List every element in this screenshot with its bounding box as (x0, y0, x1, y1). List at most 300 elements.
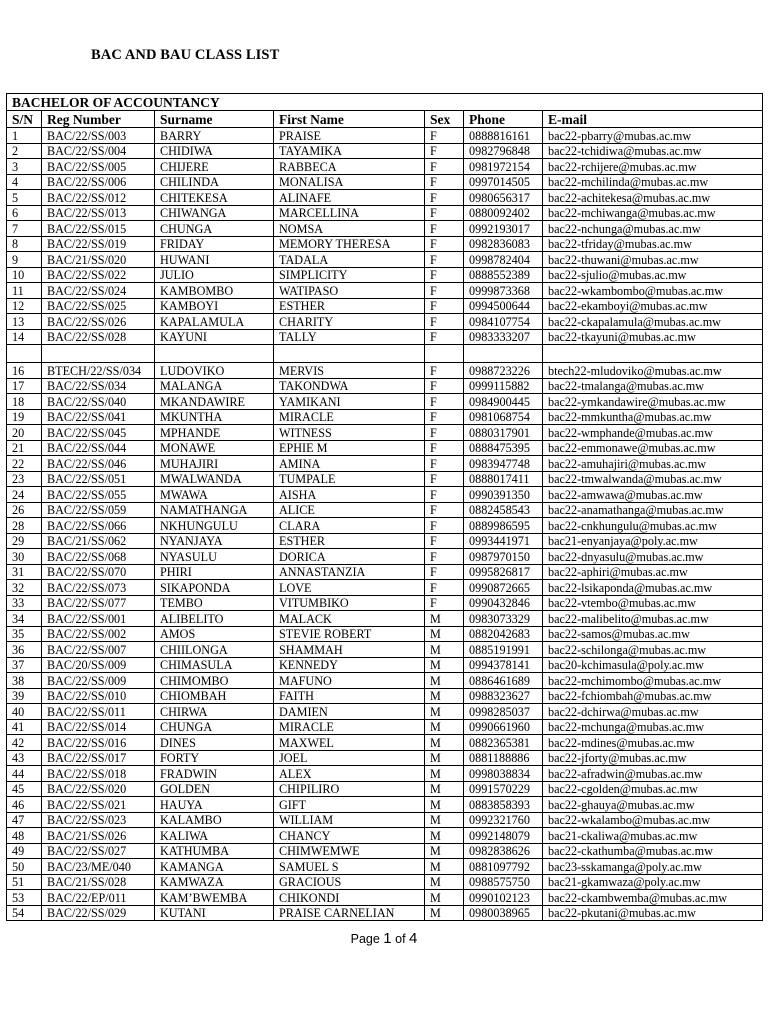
cell-first-name: GRACIOUS (274, 874, 425, 890)
cell-surname: CHIDIWA (155, 143, 274, 159)
cell-phone: 0983947748 (464, 456, 543, 472)
cell-phone: 0991570229 (464, 781, 543, 797)
cell-first-name: CHIPILIRO (274, 781, 425, 797)
cell-phone: 0988723226 (464, 363, 543, 379)
cell-reg-number: BAC/22/SS/027 (42, 843, 155, 859)
cell-sn: 46 (7, 797, 42, 813)
cell-first-name: CHANCY (274, 828, 425, 844)
cell-reg-number: BAC/22/SS/013 (42, 205, 155, 221)
cell-first-name: MARCELLINA (274, 205, 425, 221)
table-row (7, 128, 763, 144)
cell-first-name: WILLIAM (274, 812, 425, 828)
cell-first-name: CHIKONDI (274, 890, 425, 906)
table-row (7, 298, 763, 314)
cell-first-name: MONALISA (274, 174, 425, 190)
cell-reg-number: BTECH/22/SS/034 (42, 363, 155, 379)
cell-reg-number: BAC/22/SS/001 (42, 611, 155, 627)
table-row (7, 611, 763, 627)
cell-sn: 51 (7, 874, 42, 890)
cell-sn: 23 (7, 471, 42, 487)
table-row (7, 394, 763, 410)
cell-sex: F (425, 159, 464, 175)
cell-surname: TEMBO (155, 595, 274, 611)
cell-sex: M (425, 657, 464, 673)
table-row (7, 688, 763, 704)
cell-email: bac23-sskamanga@poly.ac.mw (543, 859, 763, 875)
cell-sex: F (425, 456, 464, 472)
cell-first-name: CHARITY (274, 314, 425, 330)
cell-reg-number: BAC/22/SS/045 (42, 425, 155, 441)
cell-phone: 0994378141 (464, 657, 543, 673)
section-header-row (7, 94, 763, 111)
table-row (7, 704, 763, 720)
cell-reg-number: BAC/22/SS/066 (42, 518, 155, 534)
cell-first-name: MAXWEL (274, 735, 425, 751)
cell-email: bac22-pbarry@mubas.ac.mw (543, 128, 763, 144)
cell-first-name: JOEL (274, 750, 425, 766)
cell-phone: 0881097792 (464, 859, 543, 875)
cell-surname: CHIMASULA (155, 657, 274, 673)
cell-email: bac22-mchunga@mubas.ac.mw (543, 719, 763, 735)
cell-sex: M (425, 828, 464, 844)
cell-sex: F (425, 487, 464, 503)
cell-email: bac22-pkutani@mubas.ac.mw (543, 905, 763, 921)
cell-sn: 3 (7, 159, 42, 175)
cell-sn: 45 (7, 781, 42, 797)
cell-email: bac22-lsikaponda@mubas.ac.mw (543, 580, 763, 596)
cell-surname: FRADWIN (155, 766, 274, 782)
cell-first-name: TUMPALE (274, 471, 425, 487)
cell-first-name: TAYAMIKA (274, 143, 425, 159)
col-header-phone: Phone (464, 111, 543, 128)
cell-sex: F (425, 580, 464, 596)
cell-surname: HUWANI (155, 252, 274, 268)
cell-sn: 14 (7, 329, 42, 345)
cell-first-name: VITUMBIKO (274, 595, 425, 611)
table-row (7, 283, 763, 299)
cell-email: bac22-tfriday@mubas.ac.mw (543, 236, 763, 252)
cell-phone: 0881188886 (464, 750, 543, 766)
cell-email: bac22-achitekesa@mubas.ac.mw (543, 190, 763, 206)
cell-email: bac22-amuhajiri@mubas.ac.mw (543, 456, 763, 472)
cell-email: bac22-samos@mubas.ac.mw (543, 626, 763, 642)
cell-sex: F (425, 221, 464, 237)
cell-email: bac22-ymkandawire@mubas.ac.mw (543, 394, 763, 410)
cell-first-name: PRAISE (274, 128, 425, 144)
cell-surname: BARRY (155, 128, 274, 144)
cell-surname: CHIJERE (155, 159, 274, 175)
cell-sn: 7 (7, 221, 42, 237)
cell-reg-number: BAC/22/SS/024 (42, 283, 155, 299)
cell-sn (7, 345, 42, 363)
cell-sex: F (425, 267, 464, 283)
cell-sex: M (425, 812, 464, 828)
cell-first-name: ALINAFE (274, 190, 425, 206)
table-row (7, 174, 763, 190)
cell-reg-number: BAC/22/SS/021 (42, 797, 155, 813)
cell-first-name: MEMORY THERESA (274, 236, 425, 252)
cell-first-name (274, 345, 425, 363)
cell-reg-number: BAC/22/SS/020 (42, 781, 155, 797)
cell-phone: 0988323627 (464, 688, 543, 704)
cell-sex: M (425, 797, 464, 813)
cell-first-name: ALICE (274, 502, 425, 518)
cell-sn: 11 (7, 283, 42, 299)
cell-reg-number: BAC/22/SS/005 (42, 159, 155, 175)
cell-surname: KAMBOYI (155, 298, 274, 314)
cell-surname: MKUNTHA (155, 409, 274, 425)
cell-sex: M (425, 688, 464, 704)
cell-surname: CHIWANGA (155, 205, 274, 221)
cell-reg-number: BAC/20/SS/009 (42, 657, 155, 673)
cell-reg-number: BAC/22/SS/051 (42, 471, 155, 487)
cell-first-name: MIRACLE (274, 409, 425, 425)
cell-surname: NYANJAYA (155, 533, 274, 549)
cell-phone: 0882365381 (464, 735, 543, 751)
cell-phone: 0981068754 (464, 409, 543, 425)
table-row (7, 533, 763, 549)
cell-sex: F (425, 283, 464, 299)
cell-sex: M (425, 611, 464, 627)
cell-phone: 0997014505 (464, 174, 543, 190)
cell-surname: SIKAPONDA (155, 580, 274, 596)
class-list-table (6, 93, 763, 921)
cell-sn: 36 (7, 642, 42, 658)
cell-first-name: AISHA (274, 487, 425, 503)
table-row (7, 564, 763, 580)
cell-reg-number: BAC/22/SS/034 (42, 378, 155, 394)
cell-surname: MWAWA (155, 487, 274, 503)
cell-first-name: CHIMWEMWE (274, 843, 425, 859)
cell-reg-number: BAC/22/SS/017 (42, 750, 155, 766)
cell-reg-number: BAC/21/SS/028 (42, 874, 155, 890)
cell-sn: 31 (7, 564, 42, 580)
cell-first-name: CLARA (274, 518, 425, 534)
cell-email: bac20-kchimasula@poly.ac.mw (543, 657, 763, 673)
table-row (7, 735, 763, 751)
cell-first-name: ESTHER (274, 298, 425, 314)
cell-surname (155, 345, 274, 363)
cell-reg-number: BAC/22/SS/004 (42, 143, 155, 159)
cell-reg-number: BAC/22/SS/018 (42, 766, 155, 782)
cell-phone: 0990872665 (464, 580, 543, 596)
cell-reg-number: BAC/22/SS/009 (42, 673, 155, 689)
cell-sex: M (425, 766, 464, 782)
cell-email: bac22-anamathanga@mubas.ac.mw (543, 502, 763, 518)
cell-first-name: SAMUEL S (274, 859, 425, 875)
cell-surname: KAYUNI (155, 329, 274, 345)
cell-sex: F (425, 518, 464, 534)
table-row (7, 378, 763, 394)
cell-email: bac22-mdines@mubas.ac.mw (543, 735, 763, 751)
cell-surname: CHIRWA (155, 704, 274, 720)
cell-surname: MALANGA (155, 378, 274, 394)
table-row (7, 425, 763, 441)
cell-sex: F (425, 378, 464, 394)
cell-email: bac22-wmphande@mubas.ac.mw (543, 425, 763, 441)
table-row (7, 890, 763, 906)
cell-sn: 48 (7, 828, 42, 844)
cell-email: bac22-sjulio@mubas.ac.mw (543, 267, 763, 283)
cell-sn: 21 (7, 440, 42, 456)
cell-first-name: MAFUNO (274, 673, 425, 689)
cell-sex: F (425, 314, 464, 330)
cell-first-name: ANNASTANZIA (274, 564, 425, 580)
cell-sn: 26 (7, 502, 42, 518)
cell-sex: M (425, 859, 464, 875)
cell-sn: 17 (7, 378, 42, 394)
cell-phone: 0990391350 (464, 487, 543, 503)
cell-surname: CHIILONGA (155, 642, 274, 658)
table-row (7, 797, 763, 813)
cell-phone: 0889986595 (464, 518, 543, 534)
cell-surname: JULIO (155, 267, 274, 283)
table-row (7, 440, 763, 456)
cell-sn: 53 (7, 890, 42, 906)
cell-surname: MPHANDE (155, 425, 274, 441)
cell-sn: 4 (7, 174, 42, 190)
cell-first-name: TAKONDWA (274, 378, 425, 394)
cell-surname: ALIBELITO (155, 611, 274, 627)
cell-surname: NYASULU (155, 549, 274, 565)
cell-sex: M (425, 704, 464, 720)
cell-reg-number: BAC/22/SS/002 (42, 626, 155, 642)
cell-phone: 0888816161 (464, 128, 543, 144)
table-row (7, 828, 763, 844)
cell-first-name: MIRACLE (274, 719, 425, 735)
cell-sn: 19 (7, 409, 42, 425)
cell-email: bac22-ckambwemba@mubas.ac.mw (543, 890, 763, 906)
table-row (7, 471, 763, 487)
cell-reg-number: BAC/22/SS/014 (42, 719, 155, 735)
cell-surname: KAMWAZA (155, 874, 274, 890)
cell-reg-number: BAC/22/SS/023 (42, 812, 155, 828)
cell-sex: F (425, 564, 464, 580)
cell-email: bac22-ekamboyi@mubas.ac.mw (543, 298, 763, 314)
cell-reg-number: BAC/21/SS/026 (42, 828, 155, 844)
cell-surname: CHIOMBAH (155, 688, 274, 704)
cell-surname: KAMANGA (155, 859, 274, 875)
cell-phone: 0983333207 (464, 329, 543, 345)
cell-email: bac22-aphiri@mubas.ac.mw (543, 564, 763, 580)
cell-sn: 30 (7, 549, 42, 565)
cell-sn: 32 (7, 580, 42, 596)
cell-reg-number: BAC/22/SS/073 (42, 580, 155, 596)
cell-sex: F (425, 471, 464, 487)
cell-surname: NKHUNGULU (155, 518, 274, 534)
cell-sn: 12 (7, 298, 42, 314)
table-row (7, 205, 763, 221)
table-row (7, 159, 763, 175)
cell-surname: KATHUMBA (155, 843, 274, 859)
cell-first-name: AMINA (274, 456, 425, 472)
cell-first-name: WATIPASO (274, 283, 425, 299)
cell-email: bac22-afradwin@mubas.ac.mw (543, 766, 763, 782)
cell-sex: F (425, 363, 464, 379)
cell-email: bac22-malibelito@mubas.ac.mw (543, 611, 763, 627)
cell-reg-number: BAC/22/SS/044 (42, 440, 155, 456)
table-row (7, 221, 763, 237)
cell-sn: 6 (7, 205, 42, 221)
table-row (7, 236, 763, 252)
table-row (7, 626, 763, 642)
cell-first-name: YAMIKANI (274, 394, 425, 410)
cell-sn: 8 (7, 236, 42, 252)
cell-sex: M (425, 843, 464, 859)
cell-email: bac22-ckapalamula@mubas.ac.mw (543, 314, 763, 330)
cell-surname: HAUYA (155, 797, 274, 813)
cell-sn: 5 (7, 190, 42, 206)
cell-reg-number: BAC/22/SS/055 (42, 487, 155, 503)
cell-surname: DINES (155, 735, 274, 751)
cell-sex: F (425, 394, 464, 410)
cell-email: bac22-tkayuni@mubas.ac.mw (543, 329, 763, 345)
cell-email: bac22-jforty@mubas.ac.mw (543, 750, 763, 766)
cell-surname: AMOS (155, 626, 274, 642)
cell-phone: 0888017411 (464, 471, 543, 487)
cell-phone: 0998285037 (464, 704, 543, 720)
cell-email: bac22-ghauya@mubas.ac.mw (543, 797, 763, 813)
cell-phone: 0982838626 (464, 843, 543, 859)
cell-phone: 0999115882 (464, 378, 543, 394)
cell-surname: CHUNGA (155, 719, 274, 735)
document-title: BAC AND BAU CLASS LIST (91, 47, 280, 63)
cell-phone: 0888475395 (464, 440, 543, 456)
cell-sn: 40 (7, 704, 42, 720)
cell-email: bac22-cnkhungulu@mubas.ac.mw (543, 518, 763, 534)
cell-sn: 24 (7, 487, 42, 503)
cell-first-name: KENNEDY (274, 657, 425, 673)
cell-phone: 0980038965 (464, 905, 543, 921)
cell-reg-number: BAC/22/SS/007 (42, 642, 155, 658)
cell-sn: 47 (7, 812, 42, 828)
cell-reg-number: BAC/22/SS/015 (42, 221, 155, 237)
cell-reg-number: BAC/22/SS/028 (42, 329, 155, 345)
col-header-sn: S/N (7, 111, 42, 128)
cell-first-name: MALACK (274, 611, 425, 627)
cell-phone: 0982796848 (464, 143, 543, 159)
cell-sn: 37 (7, 657, 42, 673)
table-row (7, 766, 763, 782)
cell-sex: F (425, 174, 464, 190)
col-header-sex: Sex (425, 111, 464, 128)
cell-phone: 0883858393 (464, 797, 543, 813)
cell-phone: 0888552389 (464, 267, 543, 283)
cell-reg-number: BAC/22/SS/026 (42, 314, 155, 330)
cell-first-name: STEVIE ROBERT (274, 626, 425, 642)
table-row (7, 267, 763, 283)
col-header-first-name: First Name (274, 111, 425, 128)
cell-phone: 0990432846 (464, 595, 543, 611)
cell-sex: F (425, 549, 464, 565)
cell-first-name: PRAISE CARNELIAN (274, 905, 425, 921)
cell-phone: 0983073329 (464, 611, 543, 627)
cell-sex: F (425, 128, 464, 144)
cell-sn: 39 (7, 688, 42, 704)
table-row (7, 518, 763, 534)
cell-surname: CHILINDA (155, 174, 274, 190)
cell-phone: 0998038834 (464, 766, 543, 782)
cell-surname: LUDOVIKO (155, 363, 274, 379)
table-row (7, 502, 763, 518)
cell-sex: F (425, 190, 464, 206)
table-row (7, 549, 763, 565)
cell-email: bac22-mchimombo@mubas.ac.mw (543, 673, 763, 689)
cell-sex: F (425, 533, 464, 549)
cell-first-name: DAMIEN (274, 704, 425, 720)
cell-phone: 0992321760 (464, 812, 543, 828)
table-row (7, 812, 763, 828)
cell-reg-number: BAC/22/SS/006 (42, 174, 155, 190)
cell-reg-number: BAC/22/SS/019 (42, 236, 155, 252)
cell-phone: 0885191991 (464, 642, 543, 658)
cell-reg-number: BAC/22/SS/012 (42, 190, 155, 206)
cell-email: bac22-cgolden@mubas.ac.mw (543, 781, 763, 797)
table-row (7, 781, 763, 797)
cell-first-name: SIMPLICITY (274, 267, 425, 283)
cell-reg-number: BAC/21/SS/062 (42, 533, 155, 549)
cell-surname: PHIRI (155, 564, 274, 580)
cell-email: bac22-amwawa@mubas.ac.mw (543, 487, 763, 503)
cell-first-name: RABBECA (274, 159, 425, 175)
table-row (7, 456, 763, 472)
table-row (7, 719, 763, 735)
cell-surname: CHIMOMBO (155, 673, 274, 689)
cell-first-name: DORICA (274, 549, 425, 565)
cell-surname: CHITEKESA (155, 190, 274, 206)
cell-sn: 38 (7, 673, 42, 689)
cell-reg-number: BAC/22/SS/070 (42, 564, 155, 580)
table-row (7, 843, 763, 859)
cell-email: bac22-dnyasulu@mubas.ac.mw (543, 549, 763, 565)
table-row (7, 487, 763, 503)
cell-reg-number: BAC/22/EP/011 (42, 890, 155, 906)
cell-first-name: NOMSA (274, 221, 425, 237)
cell-sn: 54 (7, 905, 42, 921)
cell-email: bac21-ckaliwa@mubas.ac.mw (543, 828, 763, 844)
footer-of: of (391, 932, 410, 946)
cell-first-name: WITNESS (274, 425, 425, 441)
cell-first-name: ESTHER (274, 533, 425, 549)
cell-sn: 18 (7, 394, 42, 410)
cell-sn: 35 (7, 626, 42, 642)
cell-sex: F (425, 205, 464, 221)
cell-sex: F (425, 409, 464, 425)
cell-phone: 0990661960 (464, 719, 543, 735)
cell-sn: 16 (7, 363, 42, 379)
cell-phone: 0998782404 (464, 252, 543, 268)
cell-reg-number: BAC/21/SS/020 (42, 252, 155, 268)
cell-sn: 42 (7, 735, 42, 751)
cell-sex: F (425, 425, 464, 441)
cell-surname: KALIWA (155, 828, 274, 844)
cell-phone: 0984107754 (464, 314, 543, 330)
cell-email: bac22-tchidiwa@mubas.ac.mw (543, 143, 763, 159)
cell-phone: 0880092402 (464, 205, 543, 221)
cell-phone: 0995826817 (464, 564, 543, 580)
cell-email (543, 345, 763, 363)
cell-email: bac21-enyanjaya@poly.ac.mw (543, 533, 763, 549)
cell-sn: 33 (7, 595, 42, 611)
cell-sn: 50 (7, 859, 42, 875)
cell-email: bac22-wkalambo@mubas.ac.mw (543, 812, 763, 828)
cell-sn: 9 (7, 252, 42, 268)
table-row (7, 657, 763, 673)
cell-first-name: SHAMMAH (274, 642, 425, 658)
cell-email: bac22-tmalanga@mubas.ac.mw (543, 378, 763, 394)
cell-email: bac22-thuwani@mubas.ac.mw (543, 252, 763, 268)
column-header-row (7, 111, 763, 128)
